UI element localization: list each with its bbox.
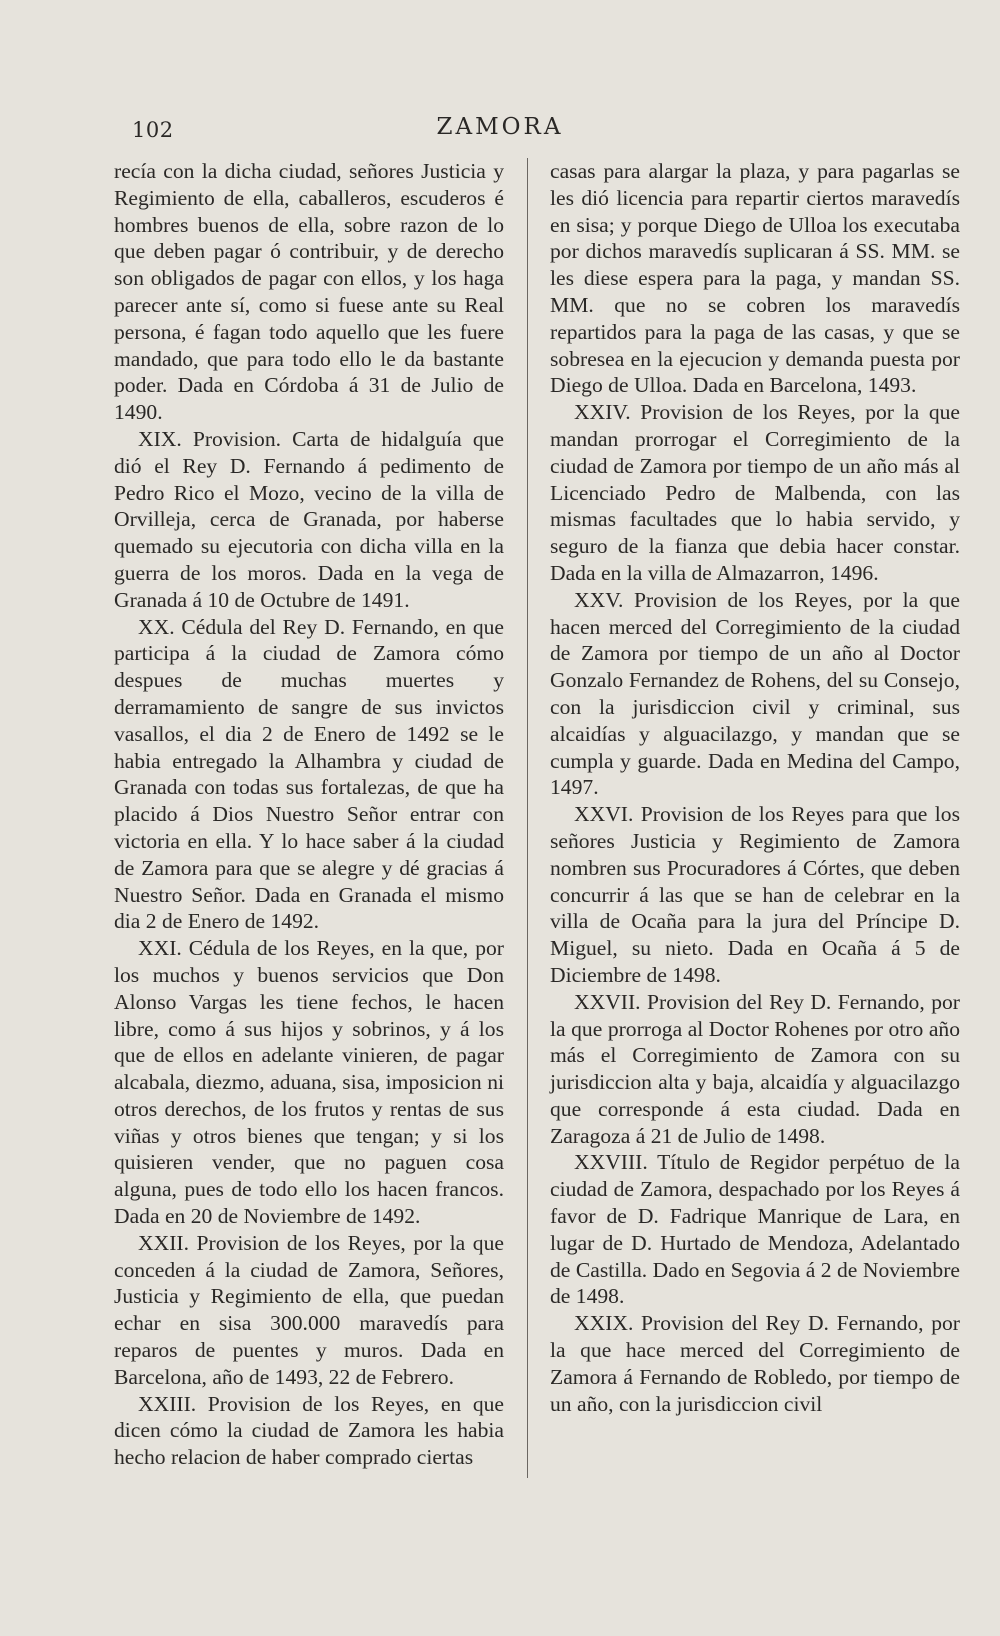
entry-xxi: XXI. Cédula de los Reyes, en la que, por los muchos y buenos servicios que Don Alonso Vargas les tiene fechos, le hacen libre, como á sus hijos y sobrinos, y á los que de ellos en adelante vinieren, de pagar alcabala, diezmo, aduana, sisa, imposicion ni otros derechos, de los frutos y rentas de sus viñas y otros bienes que tengan; y si los quisieren vender, que no paguen cosa alguna, pues de todo ello los hacen francos. Dada en 20 de Noviembre de 1492. bbox=[114, 936, 504, 1229]
entry-xxix: XXIX. Provision del Rey D. Fernando, por la que hace merced del Corregimiento de Zamora á Fernando de Robledo, por tiempo de un año, con la jurisdiccion civil bbox=[550, 1311, 960, 1416]
page-number: 102 bbox=[132, 118, 174, 142]
paragraph-continuation: recía con la dicha ciudad, señores Justicia y Regimiento de ella, caballeros, escuderos é hombres buenos de ella, sobre razon de lo que deben pagar ó contribuir, y de derecho son obligados de pagar con ellos, y los haga parecer ante sí, como si fuese ante su Real persona, é fagan todo aquello que les fuere mandado, que para todo ello le da bastante poder. Dada en Córdoba á 31 de Julio de 1490. bbox=[114, 159, 504, 425]
entry-xxiii-continued: casas para alargar la plaza, y para pagarlas se les dió licencia para repartir ciertos maravedís en sisa; y porque Diego de Ulloa los executaba por dichos maravedís suplicaran á SS. MM. se les diese espera para la paga, y mandan SS. MM. que no se cobren los maravedís repartidos para la paga de las casas, y que se sobresea en la ejecucion y demanda puesta por Diego de Ulloa. Dada en Barcelona, 1493. bbox=[550, 159, 960, 398]
entry-xxv: XXV. Provision de los Reyes, por la que hacen merced del Corregimiento de la ciudad de Zamora por tiempo de un año al Doctor Gonzalo Fernandez de Rohens, del su Consejo, con la jurisdiccion civil y criminal, sus alcaidías y alguacilazgo, y mandan que se cumpla y guarde. Dada en Medina del Campo, 1497. bbox=[550, 587, 960, 800]
right-column bbox=[550, 158, 960, 1417]
running-title: ZAMORA bbox=[436, 114, 564, 140]
entry-xxiv: XXIV. Provision de los Reyes, por la que mandan prorrogar el Corregimiento de la ciudad de Zamora por tiempo de un año más al Licenciado Pedro de Malbenda, con las mismas facultades que lo habia servido, y seguro de la fianza que debia hacer constar. Dada en la villa de Almazarron, 1496. bbox=[550, 400, 960, 585]
entry-xix: XIX. Provision. Carta de hidalguía que dió el Rey D. Fernando á pedimento de Pedro Rico el Mozo, vecino de la villa de Orvilleja, cerca de Granada, por haberse quemado su ejecutoria con dicha villa en la guerra de los moros. Dada en la vega de Granada á 10 de Octubre de 1491. bbox=[114, 426, 504, 612]
column-divider bbox=[527, 158, 528, 1478]
entry-xxvi: XXVI. Provision de los Reyes para que los señores Justicia y Regimiento de Zamora nombren sus Procuradores á Córtes, que deben concurrir á las que se han de celebrar en la villa de Ocaña para la jura del Príncipe D. Miguel, su nieto. Dada en Ocaña á 5 de Diciembre de 1498. bbox=[550, 802, 960, 987]
entry-xxvii: XXVII. Provision del Rey D. Fernando, por la que prorroga al Doctor Rohenes por otro año más el Corregimiento de Zamora con su jurisdiccion alta y baja, alcaidía y alguacilazgo que corresponde á esta ciudad. Dada en Zaragoza á 21 de Julio de 1498. bbox=[550, 989, 960, 1148]
entry-xx: XX. Cédula del Rey D. Fernando, en que participa á la ciudad de Zamora cómo despues de muchas muertes y derramamiento de sangre de sus invictos vasallos, el dia 2 de Enero de 1492 se le habia entregado la Alhambra y ciudad de Granada con todas sus fortalezas, de que ha placido á Dios Nuestro Señor entrar con victoria en ella. Y lo hace saber á la ciudad de Zamora para que se alegre y dé gracias á Nuestro Señor. Dada en Granada el mismo dia 2 de Enero de 1492. bbox=[114, 614, 504, 934]
left-column bbox=[114, 158, 504, 1471]
entry-xxiii: XXIII. Provision de los Reyes, en que dicen cómo la ciudad de Zamora les habia hecho relacion de haber comprado ciertas bbox=[114, 1391, 504, 1470]
entry-xxviii: XXVIII. Título de Regidor perpétuo de la ciudad de Zamora, despachado por los Reyes á favor de D. Fadrique Manrique de Lara, en lugar de D. Hurtado de Mendoza, Adelantado de Castilla. Dado en Segovia á 2 de Noviembre de 1498. bbox=[550, 1150, 960, 1309]
page-header bbox=[0, 112, 1000, 148]
entry-xxii: XXII. Provision de los Reyes, por la que conceden á la ciudad de Zamora, Señores, Justicia y Regimiento de ella, que puedan echar en sisa 300.000 maravedís para reparos de puentes y muros. Dada en Barcelona, año de 1493, 22 de Febrero. bbox=[114, 1230, 504, 1389]
